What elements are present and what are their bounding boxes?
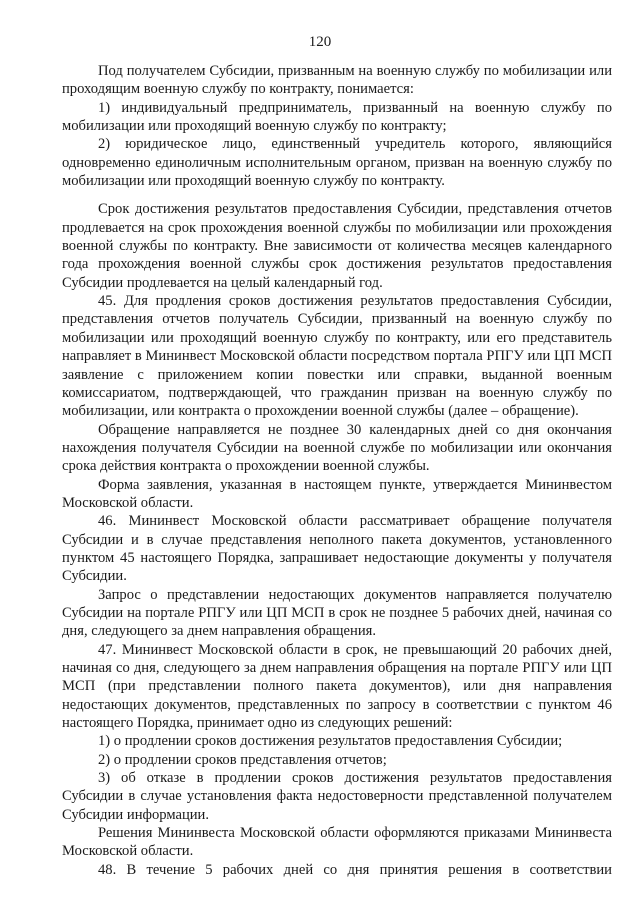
paragraph-decision-3: 3) об отказе в продлении сроков достижения результатов предоставления Субсидии в случае установления факта недостоверности представленной получателем Субсидии информации.	[62, 770, 612, 823]
paragraph-clause-46: 46. Мининвест Московской области рассматривает обращение получателя Субсидии и в случае представления неполного пакета документов, установленного пунктом 45 настоящего Порядка, запрашивает недостающие документы у получателя Субсидии.	[62, 513, 612, 585]
paragraph-clause-48: 48. В течение 5 рабочих дней со дня принятия решения в соответствии	[98, 861, 612, 878]
paragraph-decision-1: 1) о продлении сроков достижения результатов предоставления Субсидии;	[98, 733, 563, 750]
paragraph-deadline-extension: Срок достижения результатов предоставления Субсидии, представления отчетов продлевается на срок прохождения военной службы по мобилизации или прохождения военной службы по контракту. Вне зависимости от количества месяцев календарного года прохождения военной службы срок достижения результатов предоставления Субсидии продлевается на целый календарный год.	[62, 201, 612, 291]
paragraph-item-1-entrepreneur: 1) индивидуальный предприниматель, призванный на военную службу по мобилизации или проходящий военную службу по контракту;	[62, 99, 612, 135]
paragraph-application-form: Форма заявления, указанная в настоящем пункте, утверждается Мининвестом Московской области.	[62, 476, 612, 511]
paragraph-recipient-definition: Под получателем Субсидии, призванным на военную службу по мобилизации или проходящим военную службу по контракту, понимается:	[62, 63, 612, 98]
paragraph-clause-47: 47. Мининвест Московской области в срок, не превышающий 20 рабочих дней, начиная со дня, следующего за днем направления обращения на портале РПГУ или ЦП МСП (при представлении полного пакета документов), или дня направления недостающих документов, представленных по запросу в соответствии с пунктом 46 настоящего Порядка, принимает одно из следующих решений:	[62, 641, 612, 732]
paragraph-decisions-orders: Решения Мининвеста Московской области оформляются приказами Мининвеста Московской области.	[62, 825, 612, 860]
paragraph-clause-45: 45. Для продления сроков достижения результатов предоставления Субсидии, представления отчетов получатель Субсидии, призванный на военную службу по мобилизации или проходящий военную службу по контракту, или его представитель направляет в Мининвест Московской области посредством портала РПГУ или ЦП МСП заявление с приложением копии повестки или справки, выданной военным комиссариатом, подтверждающей, что гражданин призван на военную службу по мобилизации, или контракта о прохождении военной службы (далее – обращение).	[62, 293, 612, 420]
page-number: 120	[308, 34, 332, 50]
paragraph-decision-2: 2) о продлении сроков представления отчетов;	[98, 751, 387, 768]
paragraph-application-deadline: Обращение направляется не позднее 30 календарных дней со дня окончания нахождения получателя Субсидии на военной службе по мобилизации или окончания срока действия контракта о прохождении военной службы.	[62, 421, 612, 475]
paragraph-missing-documents-request: Запрос о представлении недостающих документов направляется получателю Субсидии на портале РПГУ или ЦП МСП в срок не позднее 5 рабочих дней, начиная со дня, следующего за днем направления обращения.	[62, 586, 612, 640]
document-body	[62, 62, 612, 879]
paragraph-item-2-legal-entity: 2) юридическое лицо, единственный учредитель которого, являющийся одновременно единоличным исполнительным органом, призван на военную службу по мобилизации или проходящий военную службу по контракту.	[62, 136, 612, 190]
